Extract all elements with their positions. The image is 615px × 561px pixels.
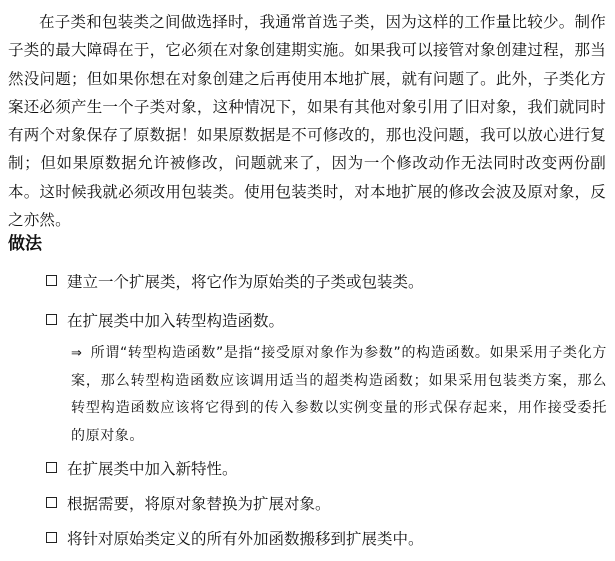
note-text: 所谓“转型构造函数”是指“接受原对象作为参数”的构造函数。如果采用子类化方案，那么转型构造函数应该调用适当的超类构造函数；如果采用包装类方案，那么转型构造函数应该将它得到的传入参数以实例变量的形式保存起来，用作接受委托的原对象。 [71, 345, 607, 444]
checkbox-bullet-icon [46, 462, 57, 473]
list-item-text: 将针对原始类定义的所有外加函数搬移到扩展类中。 [67, 530, 424, 548]
checkbox-bullet-icon [46, 532, 57, 543]
list-item-text: 建立一个扩展类，将它作为原始类的子类或包装类。 [67, 273, 424, 291]
section-heading: 做法 [8, 234, 42, 254]
intro-paragraph: 在子类和包装类之间做选择时，我通常首选子类，因为这样的工作量比较少。制作子类的最大障碍在于，它必须在对象创建期实施。如果我可以接管对象创建过程，那当然没问题；但如果你想在对象创建之后再使用本地扩展，就有问题了。此外，子类化方案还必须产生一个子类对象，这种情况下，如果有其他对象引用了旧对象，我们就同时有两个对象保存了原数据！如果原数据是不可修改的，那也没问题，我可以放心进行复制；但如果原数据允许被修改，问题就来了，因为一个修改动作无法同时改变两份副本。这时候我就必须改用包装类。使用包装类时，对本地扩展的修改会波及原对象，反之亦然。 [8, 13, 606, 230]
double-arrow-icon: ⇒ [71, 346, 83, 361]
list-item [46, 493, 606, 515]
list-item [46, 271, 606, 293]
list-item [46, 310, 606, 332]
list-item-text: 根据需要，将原对象替换为扩展对象。 [67, 495, 331, 513]
checkbox-bullet-icon [46, 275, 57, 286]
list-item [46, 528, 606, 550]
list-item-text: 在扩展类中加入新特性。 [67, 460, 238, 478]
list-item [46, 458, 606, 480]
checkbox-bullet-icon [46, 497, 57, 508]
step-note [71, 340, 607, 450]
checkbox-bullet-icon [46, 314, 57, 325]
list-item-text: 在扩展类中加入转型构造函数。 [67, 312, 285, 330]
